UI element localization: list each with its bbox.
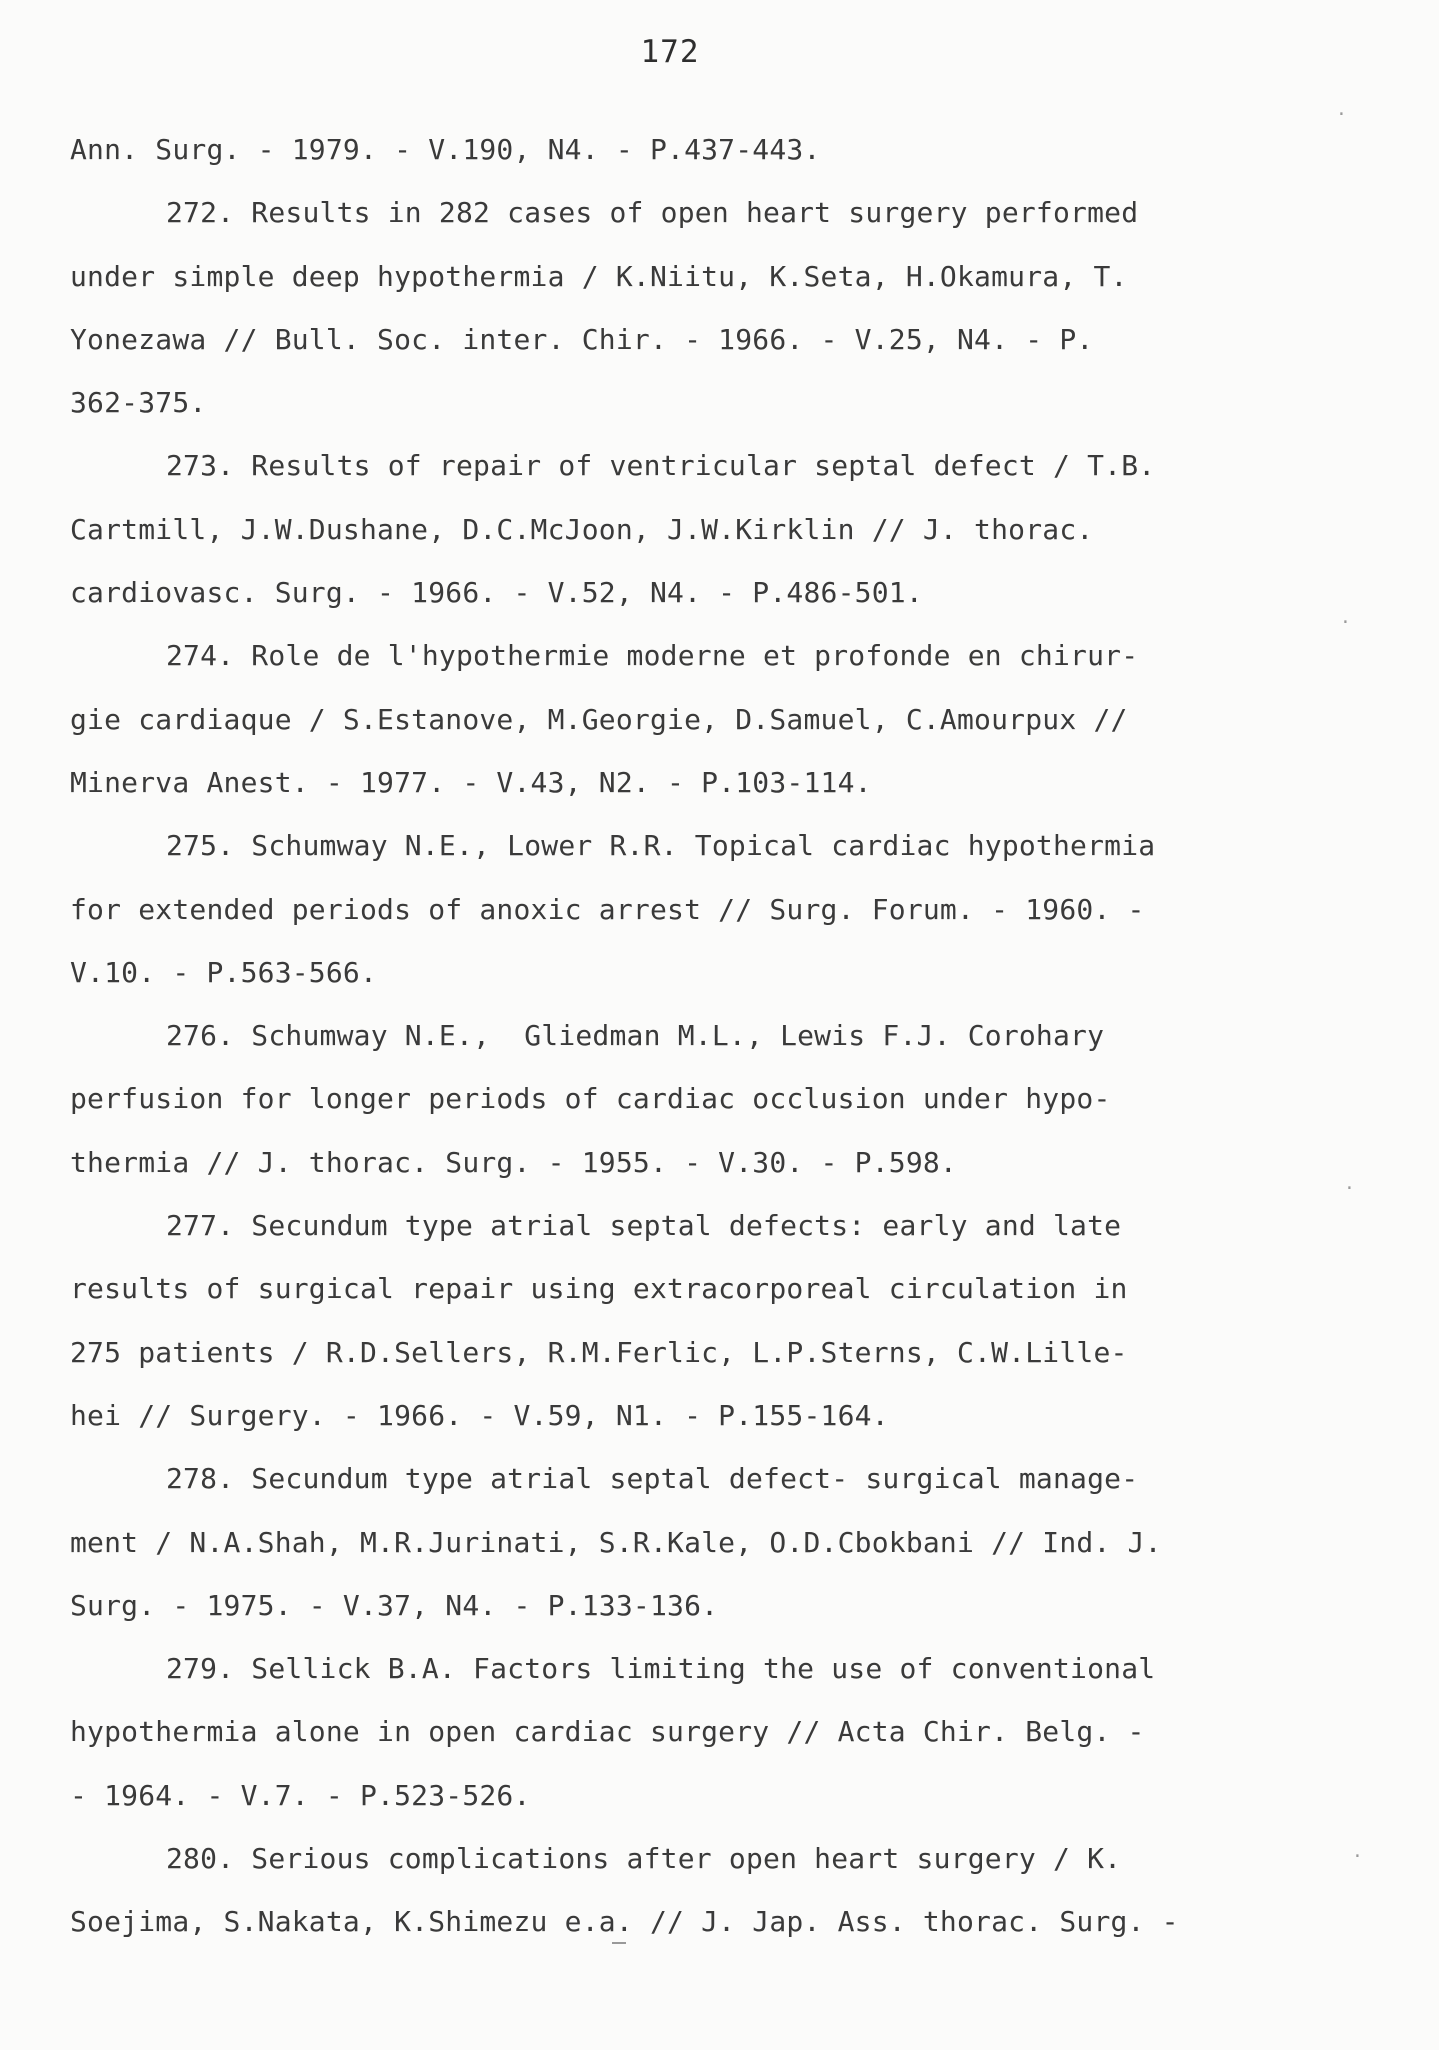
text-line: Yonezawa // Bull. Soc. inter. Chir. - 1966. - V.25, N4. - P. — [70, 322, 1094, 356]
text-line: 275 patients / R.D.Sellers, R.M.Ferlic, L.P.Sterns, C.W.Lille- — [70, 1335, 1128, 1369]
text-line: 276. Schumway N.E., Gliedman M.L., Lewis F.J. Corohary — [166, 1019, 1105, 1053]
text-line: ment / N.A.Shah, M.R.Jurinati, S.R.Kale, O.D.Cbokbani // Ind. J. — [70, 1525, 1162, 1559]
text-line: 277. Secundum type atrial septal defects: early and late — [166, 1209, 1122, 1243]
scan-dash-mark — [612, 1942, 626, 1944]
scan-speck: · — [1344, 1178, 1355, 1199]
scan-speck: · — [1352, 1846, 1363, 1867]
text-line: Minerva Anest. - 1977. - V.43, N2. - P.103-114. — [70, 765, 872, 799]
text-line: - 1964. - V.7. - P.523-526. — [70, 1778, 531, 1812]
bibliography-text — [70, 118, 1330, 1954]
text-line: 272. Results in 282 cases of open heart surgery performed — [166, 196, 1139, 230]
text-line: results of surgical repair using extracorporeal circulation in — [70, 1272, 1128, 1306]
text-line: Ann. Surg. - 1979. - V.190, N4. - P.437-443. — [70, 133, 821, 166]
text-line: 362-375. — [70, 386, 207, 420]
text-line: thermia // J. thorac. Surg. - 1955. - V.30. - P.598. — [70, 1145, 957, 1179]
text-line: Soejima, S.Nakata, K.Shimezu e.a. // J. Jap. Ass. thorac. Surg. - — [70, 1905, 1179, 1939]
text-line: for extended periods of anoxic arrest // Surg. Forum. - 1960. - — [70, 892, 1145, 926]
text-line: 279. Sellick B.A. Factors limiting the use of conventional — [166, 1652, 1156, 1686]
scan-speck: · — [1340, 612, 1351, 633]
text-line: Cartmill, J.W.Dushane, D.C.McJoon, J.W.Kirklin // J. thorac. — [70, 512, 1094, 546]
text-line: gie cardiaque / S.Estanove, M.Georgie, D.Samuel, C.Amourpux // — [70, 702, 1128, 736]
text-line: 274. Role de l'hypothermie moderne et profonde en chirur- — [166, 639, 1139, 673]
text-line: 275. Schumway N.E., Lower R.R. Topical cardiac hypothermia — [166, 829, 1156, 863]
text-line: 278. Secundum type atrial septal defect- surgical manage- — [166, 1462, 1139, 1496]
scan-speck: · — [1336, 104, 1347, 125]
text-line: under simple deep hypothermia / K.Niitu, K.Seta, H.Okamura, T. — [70, 259, 1128, 293]
text-line: 273. Results of repair of ventricular septal defect / T.B. — [166, 449, 1156, 483]
page-number: 172 — [640, 34, 700, 70]
text-line: V.10. - P.563-566. — [70, 955, 378, 989]
text-line: Surg. - 1975. - V.37, N4. - P.133-136. — [70, 1588, 719, 1622]
text-line: hei // Surgery. - 1966. - V.59, N1. - P.155-164. — [70, 1398, 889, 1432]
text-line: perfusion for longer periods of cardiac occlusion under hypo- — [70, 1082, 1111, 1116]
text-line: 280. Serious complications after open heart surgery / K. — [166, 1842, 1122, 1876]
text-line: hypothermia alone in open cardiac surgery // Acta Chir. Belg. - — [70, 1715, 1145, 1749]
text-line: cardiovasc. Surg. - 1966. - V.52, N4. - P.486-501. — [70, 576, 923, 610]
